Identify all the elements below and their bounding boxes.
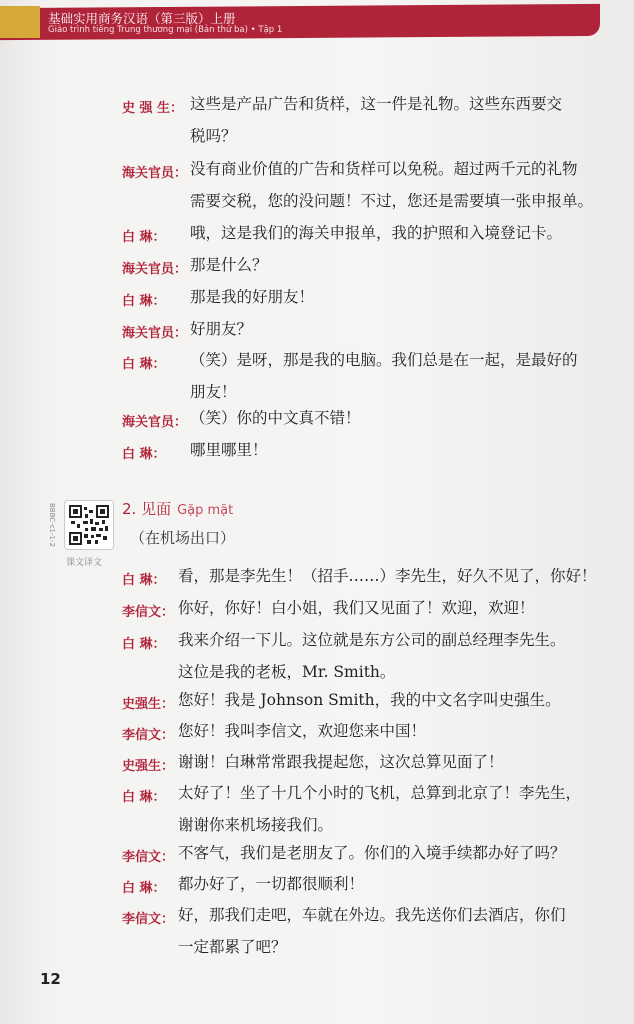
dialogue-line: （笑）是呀，那是我的电脑。我们总是在一起，是最好的 — [190, 351, 578, 369]
section-title-zh: 2. 见面 — [122, 500, 172, 518]
qr-side-code: BBBC-c1-1-2 — [48, 503, 56, 547]
speaker-label: 白 琳： — [122, 294, 166, 309]
speaker-label: 李信文： — [122, 728, 175, 743]
header-accent-tab — [0, 6, 40, 38]
dialogue-line: 谢谢你来机场接我们。 — [178, 816, 334, 834]
book-subtitle: Giáo trình tiếng Trung thương mại (Bản thứ ba) • Tập 1 — [48, 25, 283, 35]
qr-code[interactable] — [64, 500, 114, 550]
dialogue-line: 看，那是李先生！（招手……）李先生，好久不见了，你好！ — [178, 567, 597, 585]
speaker-label: 海关官员： — [122, 326, 188, 341]
dialogue-line: 不客气，我们是老朋友了。你们的入境手续都办好了吗？ — [178, 844, 566, 862]
dialogue-line: 好，那我们走吧，车就在外边。我先送你们去酒店，你们 — [178, 906, 566, 924]
speaker-label: 白 琳： — [122, 357, 166, 372]
dialogue-line: 哪里哪里！ — [190, 441, 268, 459]
speaker-label: 海关官员： — [122, 166, 188, 181]
dialogue-line: 谢谢！白琳常常跟我提起您，这次总算见面了！ — [178, 753, 504, 771]
dialogue-line: 那是什么？ — [190, 256, 268, 274]
speaker-label: 白 琳： — [122, 637, 166, 652]
book-title: 基础实用商务汉语（第三版）上册 — [48, 11, 236, 26]
section-title — [122, 498, 233, 519]
dialogue-line: 哦，这是我们的海关申报单，我的护照和入境登记卡。 — [190, 224, 563, 242]
speaker-label: 李信文： — [122, 605, 175, 620]
dialogue-line: 一定都累了吧？ — [178, 938, 287, 956]
speaker-label: 白 琳： — [122, 790, 166, 805]
dialogue-line: 需要交税，您的没问题！不过，您还是需要填一张申报单。 — [190, 192, 594, 210]
speaker-label: 史 强 生： — [122, 101, 184, 116]
speaker-label: 李信文： — [122, 850, 175, 865]
qr-caption: 课文译文 — [66, 558, 103, 568]
dialogue-line: 那是我的好朋友！ — [190, 288, 315, 306]
dialogue-line: 这些是产品广告和货样，这一件是礼物。这些东西要交 — [190, 95, 563, 113]
dialogue-line: 太好了！坐了十几个小时的飞机，总算到北京了！李先生， — [178, 784, 582, 802]
dialogue-line: 您好！我叫李信文，欢迎您来中国！ — [178, 722, 427, 740]
speaker-label: 白 琳： — [122, 881, 166, 896]
speaker-label: 史强生： — [122, 697, 175, 712]
speaker-label: 海关官员： — [122, 415, 188, 430]
dialogue-line: 你好，你好！白小姐，我们又见面了！欢迎，欢迎！ — [178, 599, 535, 617]
dialogue-line: 我来介绍一下儿。这位就是东方公司的副总经理李先生。 — [178, 631, 566, 649]
dialogue-line: （笑）你的中文真不错！ — [190, 409, 361, 427]
dialogue-line: 没有商业价值的广告和货样可以免税。超过两千元的礼物 — [190, 160, 578, 178]
dialogue-line: 税吗？ — [190, 127, 237, 145]
dialogue-line: 好朋友？ — [190, 320, 253, 338]
page-number: 12 — [40, 970, 61, 988]
qr-code-icon — [65, 501, 113, 549]
speaker-label: 白 琳： — [122, 230, 166, 245]
speaker-label: 史强生： — [122, 759, 175, 774]
dialogue-line: 您好！我是 Johnson Smith，我的中文名字叫史强生。 — [178, 691, 561, 709]
speaker-label: 海关官员： — [122, 262, 188, 277]
speaker-label: 白 琳： — [122, 573, 166, 588]
speaker-label: 白 琳： — [122, 447, 166, 462]
speaker-label: 李信文： — [122, 912, 175, 927]
dialogue-line: 这位是我的老板，Mr. Smith。 — [178, 663, 396, 681]
scene-note: （在机场出口） — [130, 529, 236, 547]
section-title-vi: Gặp mặt — [177, 503, 234, 518]
dialogue-line: 都办好了，一切都很顺利！ — [178, 875, 365, 893]
dialogue-line: 朋友！ — [190, 383, 237, 401]
